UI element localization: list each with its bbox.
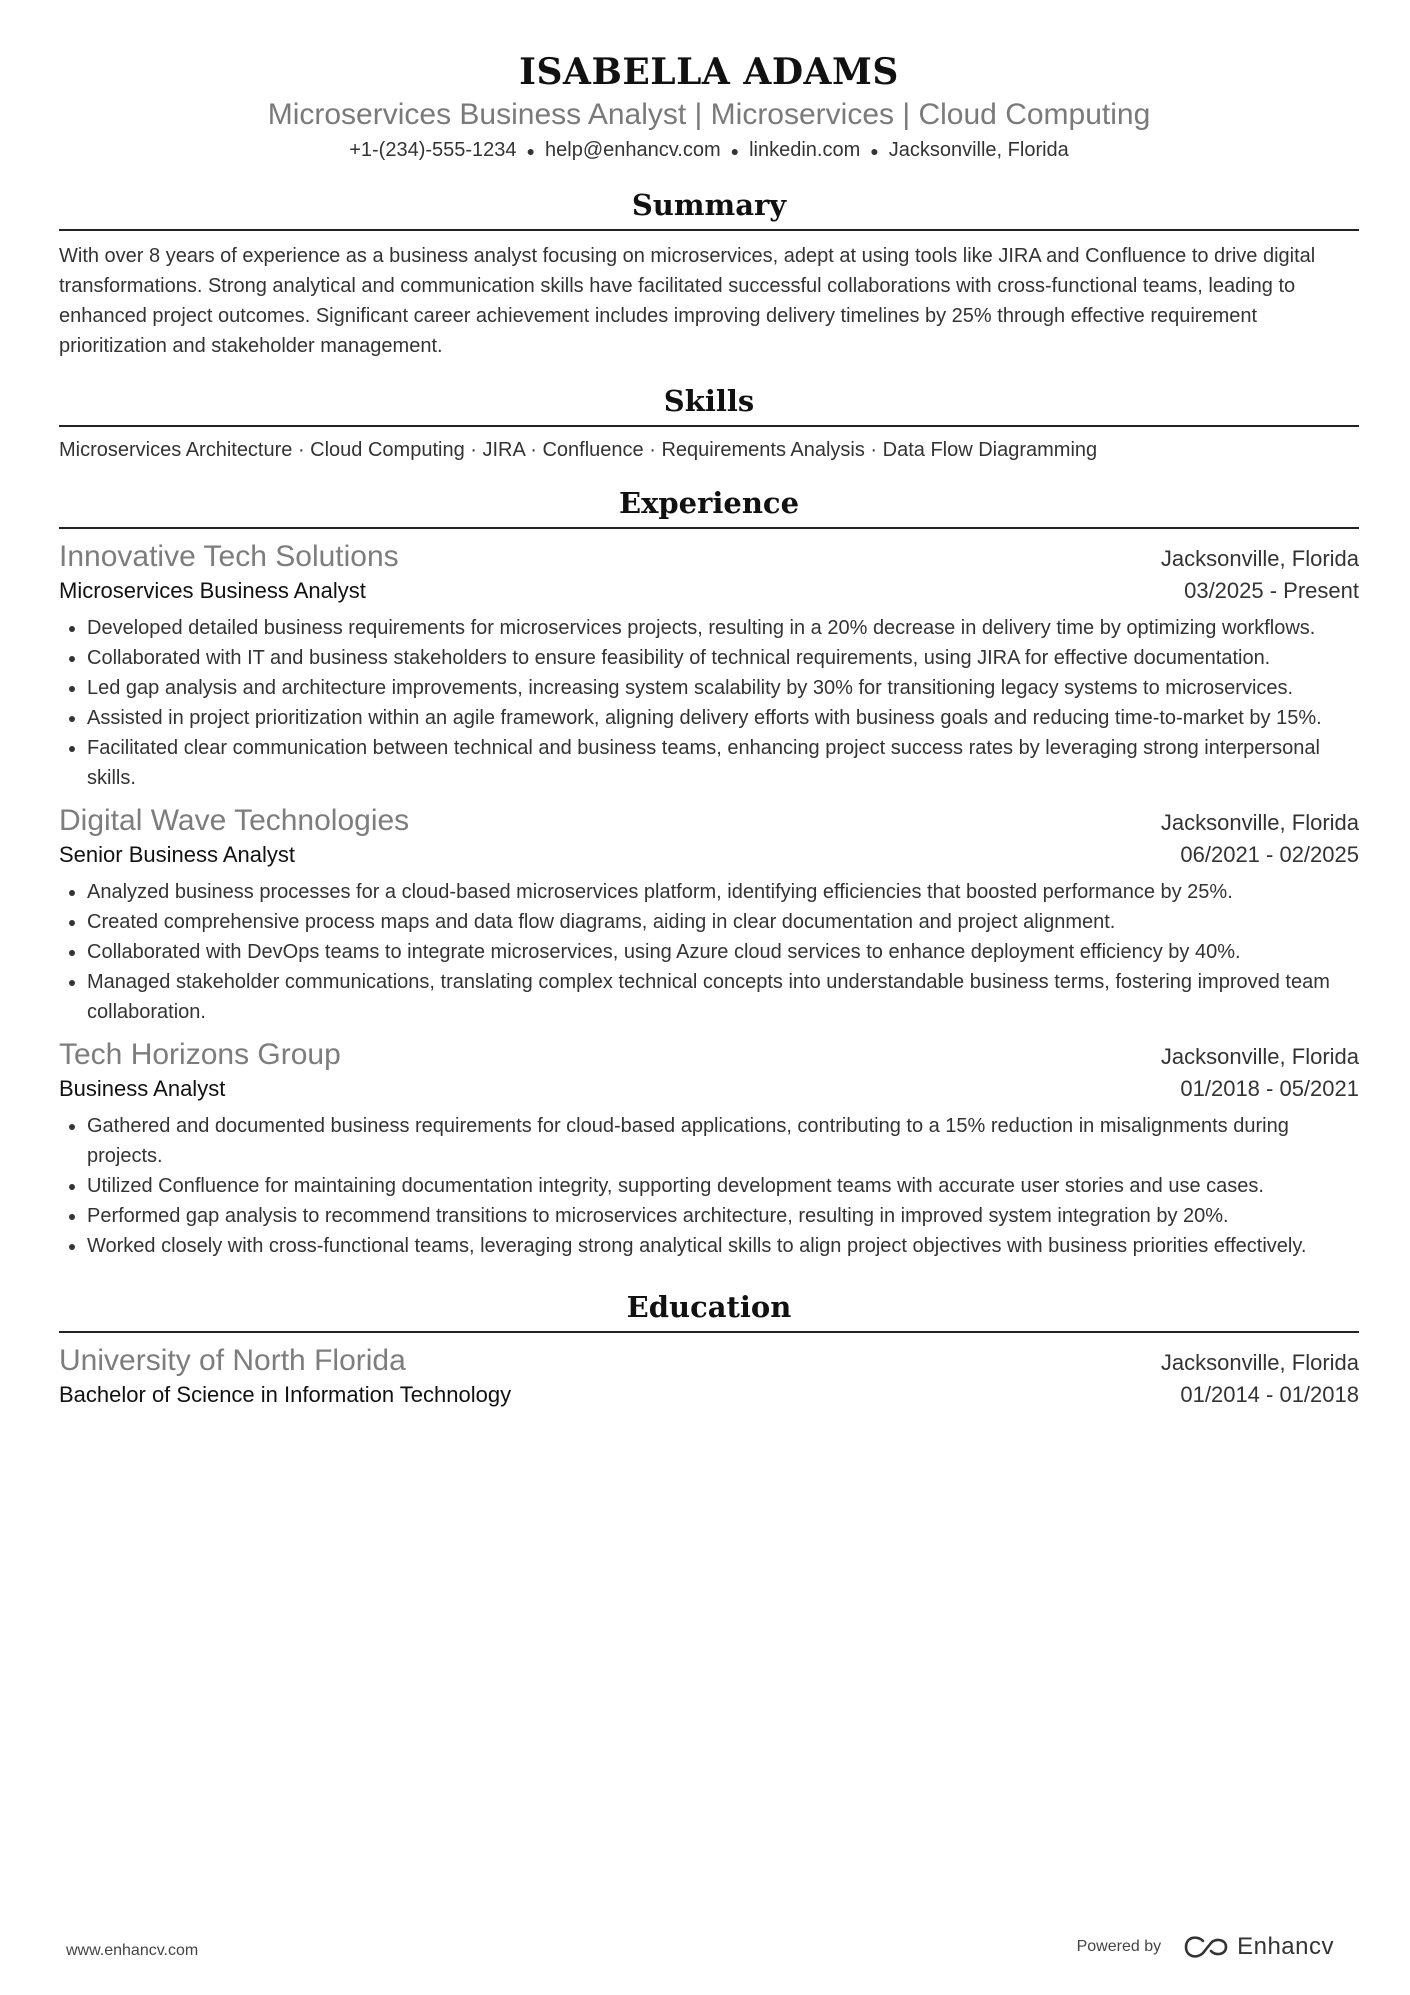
section-divider: [59, 229, 1359, 231]
brand-name: Enhancv: [1237, 1933, 1334, 1960]
section-title-summary: Summary: [631, 187, 787, 222]
section-divider: [59, 425, 1359, 427]
education-section: [59, 1287, 1359, 1411]
job-title: Business Analyst: [59, 1075, 226, 1101]
job-location: Jacksonville, Florida: [1160, 545, 1359, 571]
candidate-name: ISABELLA ADAMS: [519, 51, 899, 93]
skills-list: Microservices Architecture · Cloud Computing · JIRA · Confluence · Requirements Analysis · Data Flow Diagramming: [59, 438, 1098, 461]
achievement-item: Performed gap analysis to recommend transitions to microservices architecture, resulting in improved system integration by 20%.: [59, 1201, 1359, 1231]
enhancv-logo-icon: [1183, 1935, 1229, 1959]
school-location: Jacksonville, Florida: [1160, 1349, 1359, 1375]
summary-section: [59, 185, 1359, 361]
job-location: Jacksonville, Florida: [1160, 809, 1359, 835]
job-title: Senior Business Analyst: [59, 841, 296, 867]
company-name: Tech Horizons Group: [59, 1037, 341, 1071]
experience-entry: [59, 803, 1359, 1027]
company-name: Digital Wave Technologies: [59, 803, 410, 837]
section-title-skills: Skills: [663, 383, 755, 418]
location-text: Jacksonville, Florida: [888, 139, 1069, 161]
bullet-separator: ●: [526, 142, 536, 159]
enhancv-logo[interactable]: [1183, 1933, 1334, 1961]
achievement-item: Worked closely with cross-functional teams, leveraging strong analytical skills to align project objectives with business priorities effectively.: [59, 1231, 1359, 1261]
section-divider: [59, 527, 1359, 529]
achievement-item: Created comprehensive process maps and data flow diagrams, aiding in clear documentation and project alignment.: [59, 907, 1359, 937]
achievement-item: Developed detailed business requirements for microservices projects, resulting in a 20% decrease in delivery time by optimizing workflows.: [59, 613, 1359, 643]
achievement-item: Collaborated with IT and business stakeholders to ensure feasibility of technical requirements, using JIRA for effective documentation.: [59, 643, 1359, 673]
achievement-item: Gathered and documented business requirements for cloud-based applications, contributing to a 15% reduction in misalignments during projects.: [59, 1111, 1359, 1171]
achievement-item: Led gap analysis and architecture improvements, increasing system scalability by 30% for transitioning legacy systems to microservices.: [59, 673, 1359, 703]
section-title-experience: Experience: [618, 485, 800, 520]
job-dates: 03/2025 - Present: [1184, 577, 1359, 603]
job-title: Microservices Business Analyst: [59, 577, 366, 603]
bullet-separator: ●: [870, 142, 879, 159]
achievement-item: Utilized Confluence for maintaining documentation integrity, supporting development teams with accurate user stories and use cases.: [59, 1171, 1359, 1201]
achievement-list: [59, 877, 1359, 1027]
achievement-item: Analyzed business processes for a cloud-based microservices platform, identifying efficiencies that boosted performance by 25%.: [59, 877, 1359, 907]
resume-page: [59, 50, 1359, 1411]
bullet-separator: ●: [730, 142, 740, 159]
experience-section: [59, 483, 1359, 1261]
email-link[interactable]: help@enhancv.com: [545, 139, 721, 161]
skills-section: [59, 381, 1359, 465]
experience-entry: [59, 539, 1359, 793]
linkedin-link[interactable]: linkedin.com: [749, 139, 861, 161]
powered-by-label: Powered by: [1076, 1938, 1162, 1955]
achievement-item: Managed stakeholder communications, translating complex technical concepts into understandable business terms, fostering improved team collaboration.: [59, 967, 1359, 1027]
footer-branding: [1077, 1933, 1334, 1961]
school-name: University of North Florida: [59, 1343, 406, 1377]
contact-line: [59, 136, 1359, 165]
section-title-education: Education: [626, 1289, 792, 1324]
achievement-item: Collaborated with DevOps teams to integrate microservices, using Azure cloud services to enhance deployment efficiency by 40%.: [59, 937, 1359, 967]
achievement-item: Assisted in project prioritization within an agile framework, aligning delivery efforts with business goals and reducing time-to-market by 15%.: [59, 703, 1359, 733]
experience-entry: [59, 1037, 1359, 1261]
degree-name: Bachelor of Science in Information Technology: [59, 1381, 512, 1407]
achievement-list: [59, 613, 1359, 793]
phone-number: +1-(234)-555-1234: [349, 139, 517, 161]
resume-header: [59, 50, 1359, 165]
achievement-list: [59, 1111, 1359, 1261]
education-entry: [59, 1343, 1359, 1411]
section-divider: [59, 1331, 1359, 1333]
achievement-item: Facilitated clear communication between technical and business teams, enhancing project success rates by leveraging strong interpersonal skills.: [59, 733, 1359, 793]
company-name: Innovative Tech Solutions: [59, 539, 399, 573]
footer-website-link[interactable]: www.enhancv.com: [66, 1942, 199, 1959]
job-dates: 06/2021 - 02/2025: [1180, 841, 1359, 867]
summary-text: With over 8 years of experience as a business analyst focusing on microservices, adept at using tools like JIRA and Confluence to drive digital transformations. Strong analytical and communication skills have facilitated successful collaborations with cross-functional teams, leading to enhanced project outcomes. Significant career achievement includes improving delivery timelines by 25% through effective requirement prioritization and stakeholder management.: [59, 244, 1316, 357]
job-dates: 01/2018 - 05/2021: [1180, 1075, 1359, 1101]
candidate-headline: Microservices Business Analyst | Microservices | Cloud Computing: [267, 98, 1151, 131]
job-location: Jacksonville, Florida: [1160, 1043, 1359, 1069]
education-dates: 01/2014 - 01/2018: [1180, 1381, 1359, 1407]
